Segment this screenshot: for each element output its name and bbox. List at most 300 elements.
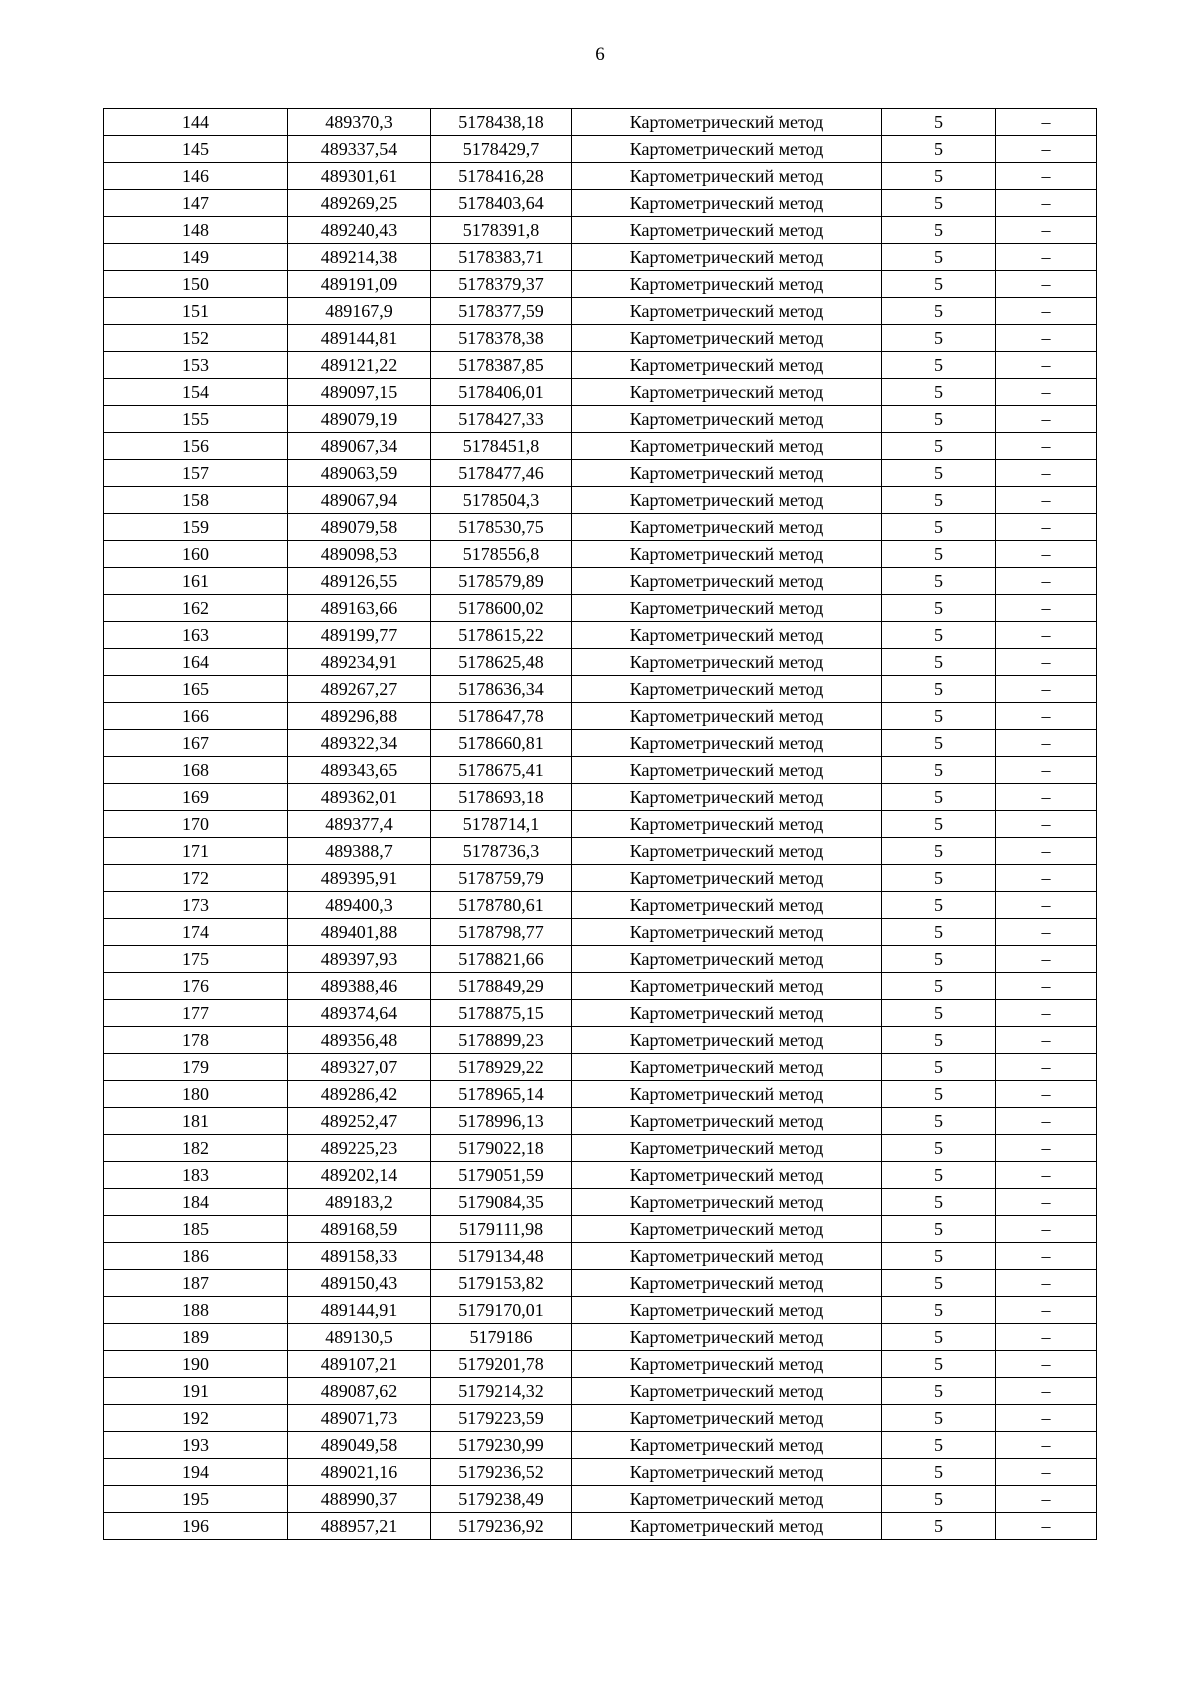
method-cell: Картометрический метод bbox=[572, 325, 882, 352]
table-row bbox=[104, 784, 1097, 811]
y-coordinate-cell: 5178600,02 bbox=[431, 595, 572, 622]
table-row bbox=[104, 865, 1097, 892]
accuracy-cell: 5 bbox=[882, 406, 996, 433]
accuracy-cell: 5 bbox=[882, 1243, 996, 1270]
table-row bbox=[104, 757, 1097, 784]
table-row bbox=[104, 676, 1097, 703]
x-coordinate-cell: 489202,14 bbox=[288, 1162, 431, 1189]
x-coordinate-cell: 489214,38 bbox=[288, 244, 431, 271]
x-coordinate-cell: 489067,94 bbox=[288, 487, 431, 514]
point-number-cell: 193 bbox=[104, 1432, 288, 1459]
method-cell: Картометрический метод bbox=[572, 1108, 882, 1135]
accuracy-cell: 5 bbox=[882, 1135, 996, 1162]
accuracy-cell: 5 bbox=[882, 1000, 996, 1027]
table-body bbox=[104, 109, 1097, 1540]
x-coordinate-cell: 489234,91 bbox=[288, 649, 431, 676]
x-coordinate-cell: 489063,59 bbox=[288, 460, 431, 487]
table-row bbox=[104, 298, 1097, 325]
method-cell: Картометрический метод bbox=[572, 568, 882, 595]
point-number-cell: 195 bbox=[104, 1486, 288, 1513]
accuracy-cell: 5 bbox=[882, 865, 996, 892]
point-number-cell: 162 bbox=[104, 595, 288, 622]
method-cell: Картометрический метод bbox=[572, 1135, 882, 1162]
point-number-cell: 185 bbox=[104, 1216, 288, 1243]
accuracy-cell: 5 bbox=[882, 703, 996, 730]
table-row bbox=[104, 487, 1097, 514]
y-coordinate-cell: 5178636,34 bbox=[431, 676, 572, 703]
method-cell: Картометрический метод bbox=[572, 190, 882, 217]
accuracy-cell: 5 bbox=[882, 163, 996, 190]
accuracy-cell: 5 bbox=[882, 1216, 996, 1243]
y-coordinate-cell: 5178798,77 bbox=[431, 919, 572, 946]
note-cell: – bbox=[996, 973, 1097, 1000]
y-coordinate-cell: 5179111,98 bbox=[431, 1216, 572, 1243]
point-number-cell: 156 bbox=[104, 433, 288, 460]
y-coordinate-cell: 5178416,28 bbox=[431, 163, 572, 190]
accuracy-cell: 5 bbox=[882, 352, 996, 379]
method-cell: Картометрический метод bbox=[572, 1162, 882, 1189]
table-row bbox=[104, 271, 1097, 298]
note-cell: – bbox=[996, 1378, 1097, 1405]
y-coordinate-cell: 5179223,59 bbox=[431, 1405, 572, 1432]
accuracy-cell: 5 bbox=[882, 460, 996, 487]
table-row bbox=[104, 244, 1097, 271]
note-cell: – bbox=[996, 136, 1097, 163]
table-row bbox=[104, 973, 1097, 1000]
table-row bbox=[104, 433, 1097, 460]
accuracy-cell: 5 bbox=[882, 541, 996, 568]
y-coordinate-cell: 5179236,92 bbox=[431, 1513, 572, 1540]
method-cell: Картометрический метод bbox=[572, 1189, 882, 1216]
method-cell: Картометрический метод bbox=[572, 1054, 882, 1081]
note-cell: – bbox=[996, 298, 1097, 325]
table-row bbox=[104, 595, 1097, 622]
note-cell: – bbox=[996, 946, 1097, 973]
x-coordinate-cell: 489322,34 bbox=[288, 730, 431, 757]
method-cell: Картометрический метод bbox=[572, 271, 882, 298]
method-cell: Картометрический метод bbox=[572, 892, 882, 919]
accuracy-cell: 5 bbox=[882, 676, 996, 703]
method-cell: Картометрический метод bbox=[572, 784, 882, 811]
note-cell: – bbox=[996, 622, 1097, 649]
accuracy-cell: 5 bbox=[882, 1486, 996, 1513]
method-cell: Картометрический метод bbox=[572, 1486, 882, 1513]
note-cell: – bbox=[996, 1486, 1097, 1513]
method-cell: Картометрический метод bbox=[572, 1432, 882, 1459]
x-coordinate-cell: 489168,59 bbox=[288, 1216, 431, 1243]
note-cell: – bbox=[996, 865, 1097, 892]
method-cell: Картометрический метод bbox=[572, 730, 882, 757]
note-cell: – bbox=[996, 1054, 1097, 1081]
y-coordinate-cell: 5178438,18 bbox=[431, 109, 572, 136]
method-cell: Картометрический метод bbox=[572, 1351, 882, 1378]
point-number-cell: 180 bbox=[104, 1081, 288, 1108]
note-cell: – bbox=[996, 1243, 1097, 1270]
point-number-cell: 164 bbox=[104, 649, 288, 676]
x-coordinate-cell: 489225,23 bbox=[288, 1135, 431, 1162]
note-cell: – bbox=[996, 325, 1097, 352]
method-cell: Картометрический метод bbox=[572, 244, 882, 271]
method-cell: Картометрический метод bbox=[572, 1081, 882, 1108]
method-cell: Картометрический метод bbox=[572, 1027, 882, 1054]
method-cell: Картометрический метод bbox=[572, 433, 882, 460]
table-row bbox=[104, 1189, 1097, 1216]
method-cell: Картометрический метод bbox=[572, 379, 882, 406]
note-cell: – bbox=[996, 1027, 1097, 1054]
method-cell: Картометрический метод bbox=[572, 946, 882, 973]
x-coordinate-cell: 489199,77 bbox=[288, 622, 431, 649]
accuracy-cell: 5 bbox=[882, 244, 996, 271]
y-coordinate-cell: 5178403,64 bbox=[431, 190, 572, 217]
table-row bbox=[104, 514, 1097, 541]
note-cell: – bbox=[996, 784, 1097, 811]
x-coordinate-cell: 489388,46 bbox=[288, 973, 431, 1000]
point-number-cell: 171 bbox=[104, 838, 288, 865]
note-cell: – bbox=[996, 838, 1097, 865]
point-number-cell: 147 bbox=[104, 190, 288, 217]
point-number-cell: 183 bbox=[104, 1162, 288, 1189]
accuracy-cell: 5 bbox=[882, 217, 996, 244]
y-coordinate-cell: 5178693,18 bbox=[431, 784, 572, 811]
table-row bbox=[104, 109, 1097, 136]
point-number-cell: 179 bbox=[104, 1054, 288, 1081]
table-row bbox=[104, 892, 1097, 919]
method-cell: Картометрический метод bbox=[572, 1243, 882, 1270]
note-cell: – bbox=[996, 1270, 1097, 1297]
x-coordinate-cell: 489301,61 bbox=[288, 163, 431, 190]
note-cell: – bbox=[996, 1000, 1097, 1027]
point-number-cell: 155 bbox=[104, 406, 288, 433]
accuracy-cell: 5 bbox=[882, 1027, 996, 1054]
method-cell: Картометрический метод bbox=[572, 1378, 882, 1405]
x-coordinate-cell: 488990,37 bbox=[288, 1486, 431, 1513]
table-row bbox=[104, 1378, 1097, 1405]
x-coordinate-cell: 489397,93 bbox=[288, 946, 431, 973]
y-coordinate-cell: 5178647,78 bbox=[431, 703, 572, 730]
x-coordinate-cell: 489144,81 bbox=[288, 325, 431, 352]
table-row bbox=[104, 946, 1097, 973]
note-cell: – bbox=[996, 1216, 1097, 1243]
table-row bbox=[104, 1243, 1097, 1270]
point-number-cell: 152 bbox=[104, 325, 288, 352]
note-cell: – bbox=[996, 406, 1097, 433]
method-cell: Картометрический метод bbox=[572, 919, 882, 946]
table-row bbox=[104, 1486, 1097, 1513]
y-coordinate-cell: 5178387,85 bbox=[431, 352, 572, 379]
y-coordinate-cell: 5178929,22 bbox=[431, 1054, 572, 1081]
accuracy-cell: 5 bbox=[882, 109, 996, 136]
table-row bbox=[104, 1297, 1097, 1324]
x-coordinate-cell: 489286,42 bbox=[288, 1081, 431, 1108]
note-cell: – bbox=[996, 1405, 1097, 1432]
method-cell: Картометрический метод bbox=[572, 676, 882, 703]
x-coordinate-cell: 489327,07 bbox=[288, 1054, 431, 1081]
y-coordinate-cell: 5178821,66 bbox=[431, 946, 572, 973]
method-cell: Картометрический метод bbox=[572, 109, 882, 136]
x-coordinate-cell: 489401,88 bbox=[288, 919, 431, 946]
y-coordinate-cell: 5178965,14 bbox=[431, 1081, 572, 1108]
method-cell: Картометрический метод bbox=[572, 1459, 882, 1486]
method-cell: Картометрический метод bbox=[572, 757, 882, 784]
y-coordinate-cell: 5178759,79 bbox=[431, 865, 572, 892]
accuracy-cell: 5 bbox=[882, 1054, 996, 1081]
accuracy-cell: 5 bbox=[882, 1513, 996, 1540]
point-number-cell: 170 bbox=[104, 811, 288, 838]
point-number-cell: 176 bbox=[104, 973, 288, 1000]
method-cell: Картометрический метод bbox=[572, 1270, 882, 1297]
table-row bbox=[104, 1162, 1097, 1189]
point-number-cell: 166 bbox=[104, 703, 288, 730]
note-cell: – bbox=[996, 1135, 1097, 1162]
table-row bbox=[104, 1027, 1097, 1054]
method-cell: Картометрический метод bbox=[572, 649, 882, 676]
accuracy-cell: 5 bbox=[882, 1162, 996, 1189]
x-coordinate-cell: 489183,2 bbox=[288, 1189, 431, 1216]
accuracy-cell: 5 bbox=[882, 622, 996, 649]
y-coordinate-cell: 5178477,46 bbox=[431, 460, 572, 487]
accuracy-cell: 5 bbox=[882, 1459, 996, 1486]
method-cell: Картометрический метод bbox=[572, 595, 882, 622]
method-cell: Картометрический метод bbox=[572, 865, 882, 892]
x-coordinate-cell: 489107,21 bbox=[288, 1351, 431, 1378]
table-row bbox=[104, 1108, 1097, 1135]
accuracy-cell: 5 bbox=[882, 1108, 996, 1135]
note-cell: – bbox=[996, 1432, 1097, 1459]
accuracy-cell: 5 bbox=[882, 568, 996, 595]
x-coordinate-cell: 489395,91 bbox=[288, 865, 431, 892]
x-coordinate-cell: 489163,66 bbox=[288, 595, 431, 622]
x-coordinate-cell: 489269,25 bbox=[288, 190, 431, 217]
method-cell: Картометрический метод bbox=[572, 460, 882, 487]
y-coordinate-cell: 5178615,22 bbox=[431, 622, 572, 649]
point-number-cell: 192 bbox=[104, 1405, 288, 1432]
table-row bbox=[104, 1216, 1097, 1243]
note-cell: – bbox=[996, 379, 1097, 406]
method-cell: Картометрический метод bbox=[572, 163, 882, 190]
note-cell: – bbox=[996, 190, 1097, 217]
x-coordinate-cell: 489158,33 bbox=[288, 1243, 431, 1270]
method-cell: Картометрический метод bbox=[572, 1297, 882, 1324]
x-coordinate-cell: 489049,58 bbox=[288, 1432, 431, 1459]
accuracy-cell: 5 bbox=[882, 1270, 996, 1297]
method-cell: Картометрический метод bbox=[572, 838, 882, 865]
accuracy-cell: 5 bbox=[882, 946, 996, 973]
table-row bbox=[104, 136, 1097, 163]
x-coordinate-cell: 489362,01 bbox=[288, 784, 431, 811]
note-cell: – bbox=[996, 109, 1097, 136]
note-cell: – bbox=[996, 649, 1097, 676]
point-number-cell: 184 bbox=[104, 1189, 288, 1216]
method-cell: Картометрический метод bbox=[572, 487, 882, 514]
x-coordinate-cell: 489252,47 bbox=[288, 1108, 431, 1135]
point-number-cell: 194 bbox=[104, 1459, 288, 1486]
accuracy-cell: 5 bbox=[882, 298, 996, 325]
y-coordinate-cell: 5179214,32 bbox=[431, 1378, 572, 1405]
note-cell: – bbox=[996, 1459, 1097, 1486]
x-coordinate-cell: 489144,91 bbox=[288, 1297, 431, 1324]
point-number-cell: 149 bbox=[104, 244, 288, 271]
accuracy-cell: 5 bbox=[882, 514, 996, 541]
table-row bbox=[104, 1513, 1097, 1540]
table-row bbox=[104, 163, 1097, 190]
method-cell: Картометрический метод bbox=[572, 352, 882, 379]
method-cell: Картометрический метод bbox=[572, 622, 882, 649]
point-number-cell: 153 bbox=[104, 352, 288, 379]
x-coordinate-cell: 489079,19 bbox=[288, 406, 431, 433]
y-coordinate-cell: 5179134,48 bbox=[431, 1243, 572, 1270]
point-number-cell: 158 bbox=[104, 487, 288, 514]
point-number-cell: 146 bbox=[104, 163, 288, 190]
note-cell: – bbox=[996, 1081, 1097, 1108]
point-number-cell: 189 bbox=[104, 1324, 288, 1351]
note-cell: – bbox=[996, 1189, 1097, 1216]
point-number-cell: 178 bbox=[104, 1027, 288, 1054]
accuracy-cell: 5 bbox=[882, 892, 996, 919]
y-coordinate-cell: 5178849,29 bbox=[431, 973, 572, 1000]
y-coordinate-cell: 5178714,1 bbox=[431, 811, 572, 838]
accuracy-cell: 5 bbox=[882, 379, 996, 406]
y-coordinate-cell: 5178427,33 bbox=[431, 406, 572, 433]
point-number-cell: 172 bbox=[104, 865, 288, 892]
table-row bbox=[104, 1405, 1097, 1432]
coordinates-table bbox=[103, 108, 1097, 1540]
method-cell: Картометрический метод bbox=[572, 217, 882, 244]
point-number-cell: 167 bbox=[104, 730, 288, 757]
accuracy-cell: 5 bbox=[882, 649, 996, 676]
table-row bbox=[104, 1135, 1097, 1162]
x-coordinate-cell: 489296,88 bbox=[288, 703, 431, 730]
table-row bbox=[104, 1081, 1097, 1108]
accuracy-cell: 5 bbox=[882, 973, 996, 1000]
page-number: 6 bbox=[595, 44, 605, 65]
table-row bbox=[104, 838, 1097, 865]
note-cell: – bbox=[996, 1324, 1097, 1351]
note-cell: – bbox=[996, 217, 1097, 244]
point-number-cell: 181 bbox=[104, 1108, 288, 1135]
point-number-cell: 154 bbox=[104, 379, 288, 406]
accuracy-cell: 5 bbox=[882, 730, 996, 757]
accuracy-cell: 5 bbox=[882, 1324, 996, 1351]
y-coordinate-cell: 5178379,37 bbox=[431, 271, 572, 298]
y-coordinate-cell: 5178429,7 bbox=[431, 136, 572, 163]
y-coordinate-cell: 5178504,3 bbox=[431, 487, 572, 514]
y-coordinate-cell: 5179238,49 bbox=[431, 1486, 572, 1513]
y-coordinate-cell: 5178660,81 bbox=[431, 730, 572, 757]
point-number-cell: 169 bbox=[104, 784, 288, 811]
table-row bbox=[104, 811, 1097, 838]
point-number-cell: 163 bbox=[104, 622, 288, 649]
accuracy-cell: 5 bbox=[882, 838, 996, 865]
x-coordinate-cell: 489021,16 bbox=[288, 1459, 431, 1486]
y-coordinate-cell: 5179084,35 bbox=[431, 1189, 572, 1216]
note-cell: – bbox=[996, 163, 1097, 190]
x-coordinate-cell: 488957,21 bbox=[288, 1513, 431, 1540]
table-row bbox=[104, 622, 1097, 649]
x-coordinate-cell: 489098,53 bbox=[288, 541, 431, 568]
point-number-cell: 182 bbox=[104, 1135, 288, 1162]
x-coordinate-cell: 489067,34 bbox=[288, 433, 431, 460]
note-cell: – bbox=[996, 676, 1097, 703]
method-cell: Картометрический метод bbox=[572, 136, 882, 163]
note-cell: – bbox=[996, 271, 1097, 298]
method-cell: Картометрический метод bbox=[572, 1216, 882, 1243]
y-coordinate-cell: 5179022,18 bbox=[431, 1135, 572, 1162]
x-coordinate-cell: 489167,9 bbox=[288, 298, 431, 325]
x-coordinate-cell: 489121,22 bbox=[288, 352, 431, 379]
table-row bbox=[104, 568, 1097, 595]
note-cell: – bbox=[996, 1108, 1097, 1135]
point-number-cell: 188 bbox=[104, 1297, 288, 1324]
note-cell: – bbox=[996, 514, 1097, 541]
note-cell: – bbox=[996, 1351, 1097, 1378]
table-row bbox=[104, 730, 1097, 757]
note-cell: – bbox=[996, 433, 1097, 460]
y-coordinate-cell: 5179186 bbox=[431, 1324, 572, 1351]
point-number-cell: 187 bbox=[104, 1270, 288, 1297]
method-cell: Картометрический метод bbox=[572, 1513, 882, 1540]
x-coordinate-cell: 489343,65 bbox=[288, 757, 431, 784]
note-cell: – bbox=[996, 487, 1097, 514]
point-number-cell: 177 bbox=[104, 1000, 288, 1027]
point-number-cell: 196 bbox=[104, 1513, 288, 1540]
note-cell: – bbox=[996, 757, 1097, 784]
point-number-cell: 151 bbox=[104, 298, 288, 325]
accuracy-cell: 5 bbox=[882, 811, 996, 838]
y-coordinate-cell: 5178451,8 bbox=[431, 433, 572, 460]
x-coordinate-cell: 489130,5 bbox=[288, 1324, 431, 1351]
x-coordinate-cell: 489240,43 bbox=[288, 217, 431, 244]
method-cell: Картометрический метод bbox=[572, 1324, 882, 1351]
note-cell: – bbox=[996, 541, 1097, 568]
note-cell: – bbox=[996, 460, 1097, 487]
accuracy-cell: 5 bbox=[882, 1297, 996, 1324]
method-cell: Картометрический метод bbox=[572, 514, 882, 541]
note-cell: – bbox=[996, 730, 1097, 757]
method-cell: Картометрический метод bbox=[572, 298, 882, 325]
table-row bbox=[104, 541, 1097, 568]
point-number-cell: 168 bbox=[104, 757, 288, 784]
y-coordinate-cell: 5178406,01 bbox=[431, 379, 572, 406]
x-coordinate-cell: 489150,43 bbox=[288, 1270, 431, 1297]
table-row bbox=[104, 1000, 1097, 1027]
y-coordinate-cell: 5178383,71 bbox=[431, 244, 572, 271]
table-row bbox=[104, 325, 1097, 352]
method-cell: Картометрический метод bbox=[572, 973, 882, 1000]
y-coordinate-cell: 5178736,3 bbox=[431, 838, 572, 865]
point-number-cell: 174 bbox=[104, 919, 288, 946]
table-row bbox=[104, 649, 1097, 676]
y-coordinate-cell: 5178675,41 bbox=[431, 757, 572, 784]
table-row bbox=[104, 379, 1097, 406]
note-cell: – bbox=[996, 703, 1097, 730]
table-row bbox=[104, 1324, 1097, 1351]
table-row bbox=[104, 217, 1097, 244]
table-row bbox=[104, 1054, 1097, 1081]
point-number-cell: 191 bbox=[104, 1378, 288, 1405]
point-number-cell: 160 bbox=[104, 541, 288, 568]
accuracy-cell: 5 bbox=[882, 1432, 996, 1459]
table-row bbox=[104, 1270, 1097, 1297]
point-number-cell: 148 bbox=[104, 217, 288, 244]
point-number-cell: 186 bbox=[104, 1243, 288, 1270]
accuracy-cell: 5 bbox=[882, 1189, 996, 1216]
method-cell: Картометрический метод bbox=[572, 1000, 882, 1027]
y-coordinate-cell: 5179201,78 bbox=[431, 1351, 572, 1378]
method-cell: Картометрический метод bbox=[572, 541, 882, 568]
y-coordinate-cell: 5179051,59 bbox=[431, 1162, 572, 1189]
method-cell: Картометрический метод bbox=[572, 811, 882, 838]
point-number-cell: 159 bbox=[104, 514, 288, 541]
